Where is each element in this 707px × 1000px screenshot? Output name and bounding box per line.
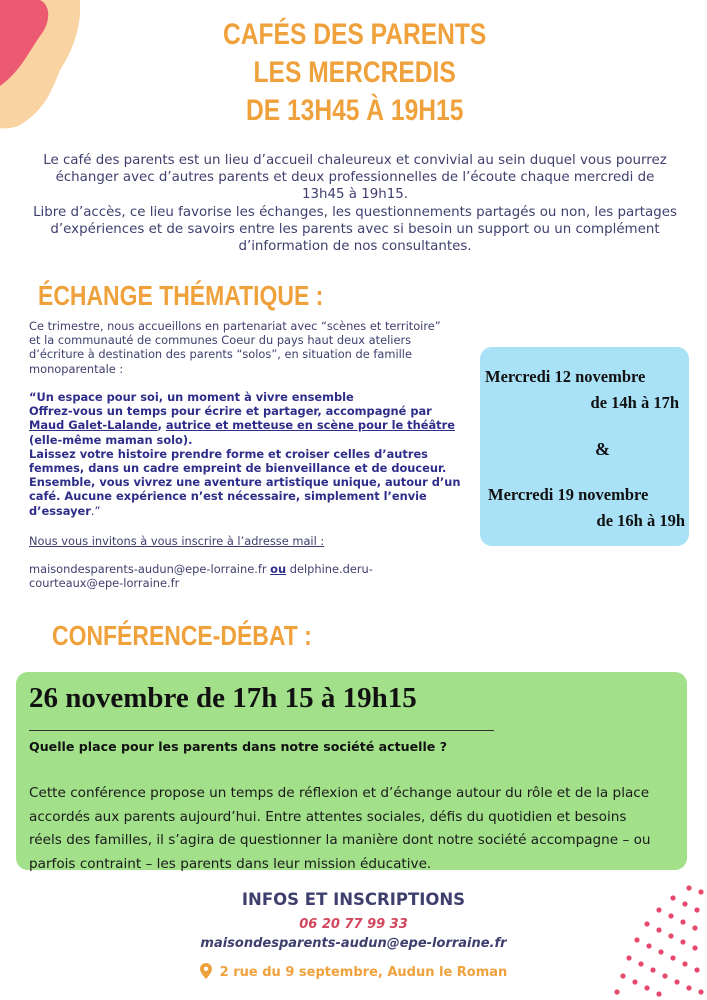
- quote-end: .”: [90, 503, 101, 518]
- conference-date: 26 novembre de 17h 15 à 19h15: [29, 682, 417, 714]
- intro-line: d’information de nos consultantes.: [238, 239, 472, 255]
- email-line: [29, 562, 469, 576]
- desc-line: parfois contraint – les parents dans leur mission éducative.: [29, 855, 432, 872]
- echange-heading: ÉCHANGE THÉMATIQUE :: [38, 280, 324, 311]
- quote-line: café. Aucune expérience n’est nécessaire, simplement l’envie: [29, 489, 427, 504]
- quote-end-bold: d’essayer: [29, 503, 91, 518]
- intro-line: 13h45 à 19h15.: [301, 187, 409, 203]
- quote-line: Ensemble, vous vivrez une aventure artistique unique, autour d’un: [29, 475, 461, 490]
- intro-line: Le café des parents est un lieu d’accueil chaleureux et convivial au sein duquel vous pourrez: [43, 153, 667, 168]
- date-1: Mercredi 12 novembre: [485, 367, 646, 386]
- conference-question: Quelle place pour les parents dans notre société actuelle ?: [29, 739, 447, 754]
- or-text: ou: [270, 562, 287, 576]
- ampersand: &: [595, 439, 610, 459]
- desc-line: accordés aux parents aujourd’hui. Entre attentes sociales, défis du quotidien et besoins: [29, 808, 627, 825]
- desc-line: réels des familles, il s’agira de questionner la manière dont notre société accompagne – ou: [29, 832, 651, 848]
- decorative-dots: [597, 880, 707, 1000]
- phone-number[interactable]: 06 20 77 99 33: [299, 917, 408, 932]
- workshop-quote: [29, 390, 469, 518]
- quote-comma: ,: [157, 418, 166, 433]
- echange-line: monoparentale :: [29, 361, 124, 376]
- address-text: 2 rue du 9 septembre, Audun le Roman: [219, 965, 508, 980]
- info-email[interactable]: maisondesparents-audun@epe-lorraine.fr: [200, 936, 507, 951]
- echange-line: d’écriture à destination des parents “solos”, en situation de famille: [29, 347, 412, 362]
- title-line: CAFÉS DES PARENTS: [222, 18, 487, 51]
- time-1: de 14h à 17h: [590, 393, 679, 412]
- intro-line: d’expériences et de savoirs entre les parents avec si besoin un support ou un complément: [50, 221, 660, 237]
- quote-line: “Un espace pour soi, un moment à vivre ensemble: [29, 390, 354, 404]
- echange-paragraph: [29, 319, 469, 376]
- quote-line: Laissez votre histoire prendre forme et croiser celles d’autres: [29, 446, 428, 461]
- email-link[interactable]: courteaux@epe-lorraine.fr: [29, 576, 180, 591]
- quote-line: (elle-même maman solo).: [29, 432, 193, 447]
- workshop-dates-box: [480, 347, 689, 546]
- time-2: de 16h à 19h: [596, 511, 685, 530]
- quote-line: [29, 504, 469, 518]
- title-line: LES MERCREDIS: [253, 56, 456, 89]
- conference-description: [29, 782, 677, 876]
- intro-line: Libre d’accès, ce lieu favorise les échanges, les questionnements partagés ou non, les partages: [33, 204, 677, 220]
- intro-line: échanger avec d’autres parents et deux professionnelles de l’écoute chaque mercredi de: [55, 170, 655, 186]
- intro-paragraph: [30, 152, 680, 255]
- page-title: [65, 16, 645, 130]
- info-heading: INFOS ET INSCRIPTIONS: [241, 890, 466, 909]
- desc-line: Cette conférence propose un temps de réflexion et d’échange autour du rôle et de la place: [29, 785, 650, 801]
- author-role: autrice et metteuse en scène pour le théâtre: [165, 418, 455, 433]
- contact-emails: [29, 562, 469, 590]
- echange-line: Ce trimestre, nous accueillons en partenariat avec “scènes et territoire”: [29, 319, 441, 333]
- location-pin-icon: [200, 963, 212, 979]
- echange-line: et la communauté de communes Coeur du pays haut deux ateliers: [29, 333, 412, 348]
- quote-line: [29, 418, 469, 432]
- email-link[interactable]: maisondesparents-audun@epe-lorraine.fr: [29, 562, 267, 576]
- divider: [29, 730, 494, 731]
- email-link[interactable]: delphine.deru-: [289, 562, 373, 576]
- quote-line: Offrez-vous un temps pour écrire et partager, accompagné par: [29, 404, 432, 419]
- invite-text: Nous vous invitons à vous inscrire à l’adresse mail :: [29, 534, 325, 548]
- quote-line: femmes, dans un cadre empreint de bienveillance et de douceur.: [29, 461, 447, 476]
- title-line: DE 13H45 À 19H15: [245, 94, 464, 127]
- date-2: Mercredi 19 novembre: [488, 485, 649, 504]
- conference-box: [16, 672, 687, 870]
- conference-heading: CONFÉRENCE-DÉBAT :: [52, 620, 312, 651]
- author-name: Maud Galet-Lalande: [29, 418, 158, 433]
